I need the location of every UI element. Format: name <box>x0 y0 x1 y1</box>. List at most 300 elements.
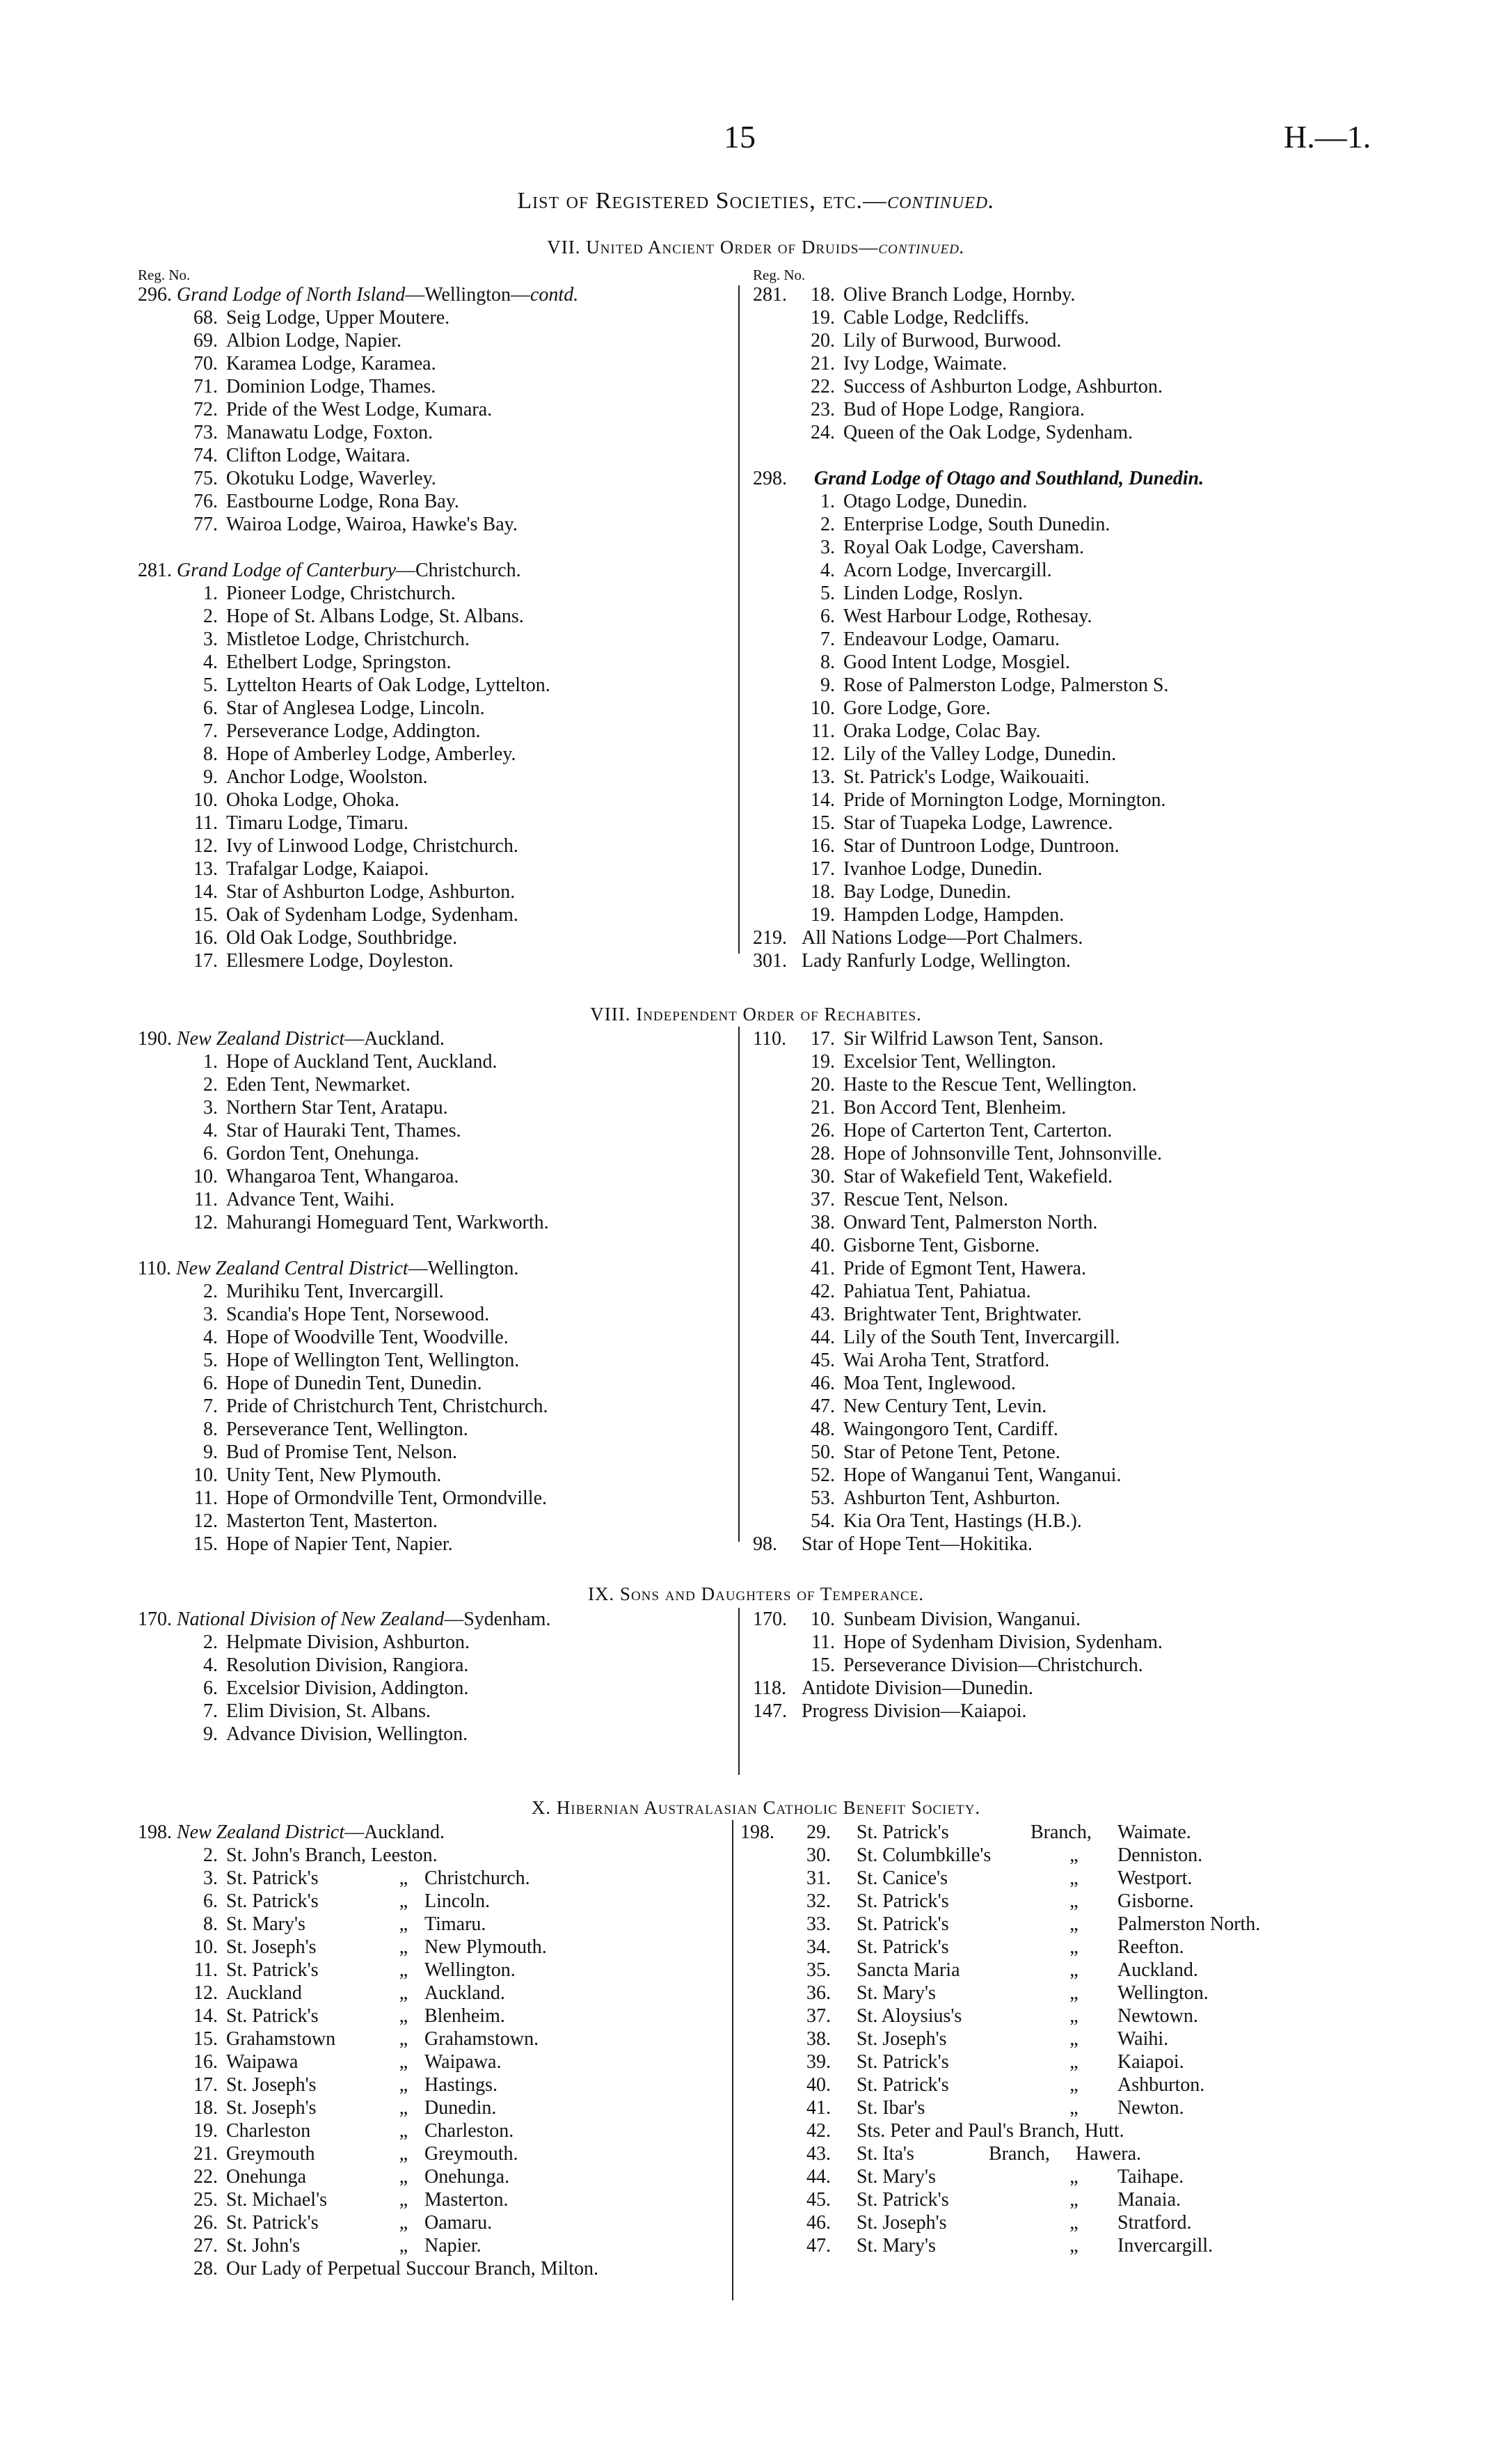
item-text: Hope of Dunedin Tent, Dunedin. <box>226 1373 482 1394</box>
list-item <box>138 1700 550 1723</box>
list-item <box>753 743 1204 766</box>
branch-ditto: „ <box>1069 1982 1079 2004</box>
branch-ditto: „ <box>1069 2189 1079 2211</box>
item-number: 52. <box>811 1464 835 1486</box>
item-text: Rescue Tent, Nelson. <box>843 1189 1009 1210</box>
item-number: 50. <box>811 1441 835 1463</box>
branch-name: St. Ibar's <box>857 2097 925 2119</box>
lodge-list <box>138 582 578 972</box>
item-number: 6. <box>203 1143 218 1164</box>
item-number: 3. <box>203 1097 218 1119</box>
item-text: Karamea Lodge, Karamea. <box>226 353 436 374</box>
branch-row <box>740 2165 1260 2188</box>
branch-place: Masterton. <box>424 2189 509 2211</box>
list-item <box>138 398 578 421</box>
reg-no-label-right: Reg. No. <box>753 267 806 283</box>
branch-place: Grahamstown. <box>424 2028 539 2050</box>
branch-ditto: „ <box>399 2074 408 2096</box>
branch-row <box>138 1913 598 1936</box>
item-number: 1. <box>203 583 218 604</box>
branch-place: Taihape. <box>1117 2166 1184 2188</box>
item-text: Queen of the Oak Lodge, Sydenham. <box>843 422 1133 443</box>
branch-ditto: „ <box>1069 2166 1079 2188</box>
branch-row <box>740 1844 1260 1867</box>
branch-ditto: „ <box>399 2097 408 2119</box>
branch-ditto: „ <box>399 1867 408 1889</box>
item-number: 2. <box>203 1844 218 1866</box>
list-item <box>753 1654 1163 1677</box>
branch-ditto: „ <box>1069 1936 1079 1958</box>
item-number: 18. <box>811 881 835 903</box>
list-item <box>138 835 578 858</box>
list-item <box>753 1326 1162 1349</box>
item-number: 16. <box>193 2051 218 2073</box>
item-number: 32. <box>806 1890 831 1912</box>
item-text: Success of Ashburton Lodge, Ashburton. <box>843 376 1163 397</box>
list-item <box>753 1418 1162 1441</box>
group-location: —Wellington— <box>405 284 530 306</box>
item-text: Lily of the Valley Lodge, Dunedin. <box>843 743 1117 765</box>
branch-ditto: „ <box>399 1936 408 1958</box>
item-number: 39. <box>806 2051 831 2073</box>
branch-place: Reefton. <box>1117 1936 1184 1958</box>
item-number: 19. <box>811 904 835 926</box>
list-item <box>138 1631 550 1654</box>
branch-name: St. Patrick's <box>226 1890 319 1912</box>
branch-row <box>138 2188 598 2211</box>
list-item <box>138 697 578 720</box>
list-item <box>138 1441 549 1464</box>
item-number: 4. <box>820 560 835 581</box>
item-number: 9. <box>820 674 835 696</box>
branch-place: Stratford. <box>1117 2212 1192 2234</box>
branch-place: Lincoln. <box>424 1890 491 1912</box>
item-number: 2. <box>820 514 835 535</box>
branch-ditto: „ <box>399 2235 408 2257</box>
branch-place: Invercargill. <box>1117 2235 1213 2257</box>
item-text: West Harbour Lodge, Rothesay. <box>843 606 1092 627</box>
item-number: 9. <box>203 766 218 788</box>
item-number: 73. <box>193 422 218 443</box>
item-text: Gore Lodge, Gore. <box>843 697 991 719</box>
list-item <box>138 766 578 789</box>
list-item <box>753 766 1204 789</box>
item-text: Anchor Lodge, Woolston. <box>226 766 428 788</box>
list-item <box>753 1211 1162 1234</box>
item-text: Wai Aroha Tent, Stratford. <box>843 1350 1050 1371</box>
branch-row <box>138 2073 598 2096</box>
branch-place: Newton. <box>1117 2097 1184 2119</box>
branch-ditto: „ <box>1069 1890 1079 1912</box>
branch-name: St. Joseph's <box>226 1936 317 1958</box>
branch-name: St. Patrick's <box>857 2051 949 2073</box>
item-text: Star of Tuapeka Lodge, Lawrence. <box>843 812 1113 834</box>
list-item <box>138 421 578 444</box>
list-item <box>753 1510 1162 1533</box>
item-number: 42. <box>811 1281 835 1302</box>
branch-name: St. Mary's <box>226 1913 305 1935</box>
item-text: Lily of Burwood, Burwood. <box>843 330 1062 351</box>
item-text: Star of Anglesea Lodge, Lincoln. <box>226 697 485 719</box>
list-item <box>753 812 1204 835</box>
list-item <box>753 949 1204 972</box>
branch-row <box>138 1890 598 1913</box>
item-text: Perseverance Tent, Wellington. <box>226 1418 468 1440</box>
item-text: Good Intent Lodge, Mosgiel. <box>843 651 1070 673</box>
item-text: Dominion Lodge, Thames. <box>226 376 436 397</box>
list-item <box>138 949 578 972</box>
item-text: Hope of Sydenham Division, Sydenham. <box>843 1631 1163 1653</box>
branch-row <box>740 1936 1260 1959</box>
item-text: Bay Lodge, Dunedin. <box>843 881 1012 903</box>
item-number: 70. <box>193 353 218 374</box>
list-item <box>753 559 1204 582</box>
branch-row <box>138 2028 598 2050</box>
item-number: 7. <box>203 1396 218 1417</box>
item-text: Star of Petone Tent, Petone. <box>843 1441 1060 1463</box>
list-item <box>138 1050 549 1073</box>
item-number: 21. <box>193 2143 218 2165</box>
item-text: Hope of Johnsonville Tent, Johnsonville. <box>843 1143 1162 1164</box>
group-name: New Zealand District <box>177 1821 345 1843</box>
item-text: Perseverance Lodge, Addington. <box>226 720 481 742</box>
division-list <box>753 1608 1163 1677</box>
branch-table <box>740 1844 1260 2119</box>
list-item <box>753 352 1204 375</box>
branch-place: Hastings. <box>424 2074 498 2096</box>
item-text: Our Lady of Perpetual Succour Branch, Milton. <box>226 2258 598 2279</box>
list-item <box>740 2119 1260 2142</box>
branch-name: St. Patrick's <box>857 2189 949 2211</box>
item-text: Star of Hauraki Tent, Thames. <box>226 1120 461 1141</box>
branch-place: Denniston. <box>1117 1844 1203 1866</box>
branch-place: Manaia. <box>1117 2189 1181 2211</box>
list-item <box>138 1723 550 1746</box>
branch-name: St. Patrick's <box>857 1936 949 1958</box>
branch-place: Auckland. <box>1117 1959 1198 1981</box>
branch-name: St. Canice's <box>857 1867 948 1889</box>
branch-place: Ashburton. <box>1117 2074 1205 2096</box>
item-text: Onward Tent, Palmerston North. <box>843 1212 1098 1233</box>
list-item <box>753 536 1204 559</box>
branch-name: St. Patrick's <box>226 2212 319 2234</box>
branch-row <box>138 2096 598 2119</box>
item-number: 3. <box>203 629 218 650</box>
item-text: Masterton Tent, Masterton. <box>226 1510 438 1532</box>
item-text: Sir Wilfrid Lawson Tent, Sanson. <box>843 1028 1104 1050</box>
section-vii-left-column <box>138 283 578 972</box>
list-item <box>138 743 578 766</box>
item-number: 46. <box>811 1373 835 1394</box>
branch-row <box>740 1890 1260 1913</box>
branch-place: Palmerston North. <box>1117 1913 1261 1935</box>
reg-number: 281. <box>753 284 787 306</box>
list-item <box>138 1418 549 1441</box>
list-item <box>138 1303 549 1326</box>
item-number: 15. <box>193 904 218 926</box>
branch-name: St. Mary's <box>857 2166 936 2188</box>
column-divider <box>732 1820 733 2300</box>
group-contd: contd. <box>530 284 579 306</box>
reg-number: 190. <box>138 1028 172 1050</box>
item-text: Antidote Division—Dunedin. <box>802 1677 1033 1699</box>
reg-number: 110. <box>138 1258 171 1279</box>
item-number: 10. <box>193 1936 218 1958</box>
branch-place: Timaru. <box>424 1913 486 1935</box>
branch-ditto: „ <box>399 2189 408 2211</box>
item-text: Resolution Division, Rangiora. <box>226 1654 469 1676</box>
item-text: Ivanhoe Lodge, Dunedin. <box>843 858 1043 880</box>
list-item <box>753 926 1204 949</box>
list-item <box>753 835 1204 858</box>
item-number: 2. <box>203 1281 218 1302</box>
section-x-heading: X. Hibernian Australasian Catholic Benefit Society. <box>531 1797 981 1818</box>
list-item <box>138 306 578 329</box>
branch-place: Auckland. <box>424 1982 505 2004</box>
item-number: 11. <box>811 720 835 742</box>
item-text: Whangaroa Tent, Whangaroa. <box>226 1166 459 1187</box>
item-number: 14. <box>811 789 835 811</box>
branch-row <box>740 1913 1260 1936</box>
branch-place: Oamaru. <box>424 2212 493 2234</box>
branch-row <box>138 2050 598 2073</box>
list-item <box>138 926 578 949</box>
item-number: 77. <box>193 514 218 535</box>
item-number: 7. <box>203 1700 218 1722</box>
list-item <box>138 1326 549 1349</box>
item-number: 9. <box>203 1723 218 1745</box>
list-item <box>753 1027 1162 1050</box>
item-number: 21. <box>811 1097 835 1119</box>
item-number: 1. <box>820 491 835 512</box>
page-number: 15 <box>724 119 756 155</box>
list-item <box>138 1844 598 1867</box>
item-text: Rose of Palmerston Lodge, Palmerston S. <box>843 674 1169 696</box>
item-text: Gordon Tent, Onehunga. <box>226 1143 420 1164</box>
list-item <box>753 1119 1162 1142</box>
reg-no-label-left: Reg. No. <box>138 267 191 283</box>
list-item <box>138 1372 549 1395</box>
title-main: List of Registered Societies, etc.— <box>517 188 888 214</box>
list-item <box>753 1188 1162 1211</box>
branch-row <box>740 1959 1260 1982</box>
branch-ditto: „ <box>399 2166 408 2188</box>
list-item <box>138 1096 549 1119</box>
item-text: Scandia's Hope Tent, Norsewood. <box>226 1304 490 1325</box>
item-text: Hope of Amberley Lodge, Amberley. <box>226 743 516 765</box>
list-item <box>753 1395 1162 1418</box>
item-text: Hope of Carterton Tent, Carterton. <box>843 1120 1113 1141</box>
list-item <box>753 651 1204 674</box>
item-text: Waingongoro Tent, Cardiff. <box>843 1418 1058 1440</box>
branch-table <box>740 2165 1260 2257</box>
item-number: 4. <box>203 1327 218 1348</box>
item-number: 6. <box>820 606 835 627</box>
item-number: 37. <box>806 2005 831 2027</box>
list-item <box>138 858 578 880</box>
list-item <box>138 674 578 697</box>
list-item <box>138 2257 598 2280</box>
list-item <box>138 1464 549 1487</box>
item-number: 28. <box>193 2258 218 2279</box>
item-number: 22. <box>811 376 835 397</box>
extra-division-list <box>753 1677 1163 1723</box>
list-item <box>138 1142 549 1165</box>
list-item <box>138 651 578 674</box>
item-number: 31. <box>806 1867 831 1889</box>
tent-list <box>138 1050 549 1234</box>
branch-name: Greymouth <box>226 2143 315 2165</box>
branch-place: Blenheim. <box>424 2005 505 2027</box>
item-text: Hampden Lodge, Hampden. <box>843 904 1065 926</box>
item-number: 45. <box>806 2189 831 2211</box>
item-number: 24. <box>811 422 835 443</box>
item-text: Eastbourne Lodge, Rona Bay. <box>226 491 459 512</box>
branch-row <box>138 1982 598 2005</box>
list-item <box>138 903 578 926</box>
item-number: 18. <box>811 284 835 306</box>
tent-list <box>753 1027 1162 1533</box>
list-item <box>753 1096 1162 1119</box>
item-number: 37. <box>811 1189 835 1210</box>
item-text: Pride of Christchurch Tent, Christchurch. <box>226 1396 548 1417</box>
branch-ditto: „ <box>399 2005 408 2027</box>
branch-ditto: „ <box>399 2120 408 2142</box>
branch-row <box>138 1867 598 1890</box>
branch-row <box>740 2005 1260 2028</box>
branch-name: St. Patrick's <box>857 2074 949 2096</box>
item-number: 2. <box>203 1631 218 1653</box>
item-number: 41. <box>811 1258 835 1279</box>
item-number: 29. <box>806 1821 831 1843</box>
item-number: 10. <box>811 697 835 719</box>
branch-place: Onehunga. <box>424 2166 510 2188</box>
branch-place: Waipawa. <box>424 2051 502 2073</box>
item-number: 10. <box>811 1609 835 1630</box>
item-number: 14. <box>193 881 218 903</box>
item-text: Pioneer Lodge, Christchurch. <box>226 583 456 604</box>
branch-ditto: „ <box>1069 2051 1079 2073</box>
list-item <box>138 1188 549 1211</box>
item-number: 11. <box>811 1631 835 1653</box>
list-item <box>753 628 1204 651</box>
branch-ditto: „ <box>399 1913 408 1935</box>
list-item <box>753 1464 1162 1487</box>
item-number: 20. <box>811 1074 835 1096</box>
branch-place: Gisborne. <box>1117 1890 1194 1912</box>
group-name: Grand Lodge of Canterbury <box>177 560 396 581</box>
section-vii-heading <box>0 237 1512 258</box>
reg-number: 298. <box>753 468 787 489</box>
section-vii-continued: continued. <box>878 237 965 258</box>
section-ix-left-column <box>138 1608 550 1746</box>
item-text: Progress Division—Kaiapoi. <box>802 1700 1027 1722</box>
item-number: 44. <box>811 1327 835 1348</box>
branch-name: St. Patrick's <box>226 1867 319 1889</box>
lodge-list <box>138 306 578 536</box>
item-number: 8. <box>203 743 218 765</box>
item-text: Hope of Auckland Tent, Auckland. <box>226 1051 498 1073</box>
item-number: 46. <box>806 2212 831 2234</box>
list-item <box>138 1349 549 1372</box>
item-number: 3. <box>203 1867 218 1889</box>
item-text: Ivy Lodge, Waimate. <box>843 353 1008 374</box>
list-item <box>753 375 1204 398</box>
branch-place: Napier. <box>424 2235 482 2257</box>
list-item <box>753 1700 1163 1723</box>
section-viii-heading: VIII. Independent Order of Rechabites. <box>590 1004 922 1025</box>
item-number: 10. <box>193 1464 218 1486</box>
column-divider <box>738 285 740 954</box>
list-item <box>138 812 578 835</box>
branch-ditto: „ <box>399 2143 408 2165</box>
item-number: 75. <box>193 468 218 489</box>
item-text: Perseverance Division—Christchurch. <box>843 1654 1143 1676</box>
item-number: 4. <box>203 1120 218 1141</box>
item-text: Trafalgar Lodge, Kaiapoi. <box>226 858 429 880</box>
item-text: New Century Tent, Levin. <box>843 1396 1047 1417</box>
branch-name: St. Columbkille's <box>857 1844 992 1866</box>
list-item <box>753 674 1204 697</box>
list-item <box>753 1142 1162 1165</box>
list-item <box>138 1165 549 1188</box>
reg-number: 296. <box>138 284 172 306</box>
item-text: Pride of Egmont Tent, Hawera. <box>843 1258 1086 1279</box>
item-number: 12. <box>193 1982 218 2004</box>
list-item <box>138 375 578 398</box>
section-viii-left-column <box>138 1027 549 1556</box>
branch-name: St. Mary's <box>857 2235 936 2257</box>
branch-name: St. Patrick's <box>226 1959 319 1981</box>
item-number: 11. <box>194 1189 218 1210</box>
item-text: Excelsior Tent, Wellington. <box>843 1051 1056 1073</box>
branch-name: Onehunga <box>226 2166 307 2188</box>
group-name: National Division of New Zealand <box>177 1609 445 1630</box>
item-number: 15. <box>193 2028 218 2050</box>
reg-number: 219. <box>753 927 787 949</box>
list-item <box>138 329 578 352</box>
item-number: 4. <box>203 651 218 673</box>
branch-row <box>138 1936 598 1959</box>
branch-name: St. Patrick's <box>226 2005 319 2027</box>
branch-place: Dunedin. <box>424 2097 497 2119</box>
item-number: 12. <box>193 1510 218 1532</box>
item-number: 30. <box>811 1166 835 1187</box>
group-header <box>753 467 1204 490</box>
item-text: Pahiatua Tent, Pahiatua. <box>843 1281 1031 1302</box>
extra-lodge-list <box>753 926 1204 972</box>
item-number: 15. <box>811 812 835 834</box>
list-item <box>753 1487 1162 1510</box>
item-number: 10. <box>193 789 218 811</box>
item-text: Otago Lodge, Dunedin. <box>843 491 1028 512</box>
branch-row <box>138 2211 598 2234</box>
item-number: 47. <box>806 2235 831 2257</box>
branch-ditto: „ <box>399 2028 408 2050</box>
reg-number: 118. <box>753 1677 786 1699</box>
item-number: 19. <box>193 2120 218 2142</box>
branch-ditto: „ <box>1069 1959 1079 1981</box>
list-item <box>138 1280 549 1303</box>
item-text: Lily of the South Tent, Invercargill. <box>843 1327 1120 1348</box>
list-item <box>138 720 578 743</box>
item-text: Ashburton Tent, Ashburton. <box>843 1487 1060 1509</box>
branch-place: Greymouth. <box>424 2143 518 2165</box>
item-text: Kia Ora Tent, Hastings (H.B.). <box>843 1510 1082 1532</box>
item-text: Enterprise Lodge, South Dunedin. <box>843 514 1111 535</box>
item-text: Lady Ranfurly Lodge, Wellington. <box>802 950 1071 972</box>
item-text: Royal Oak Lodge, Caversham. <box>843 537 1085 558</box>
